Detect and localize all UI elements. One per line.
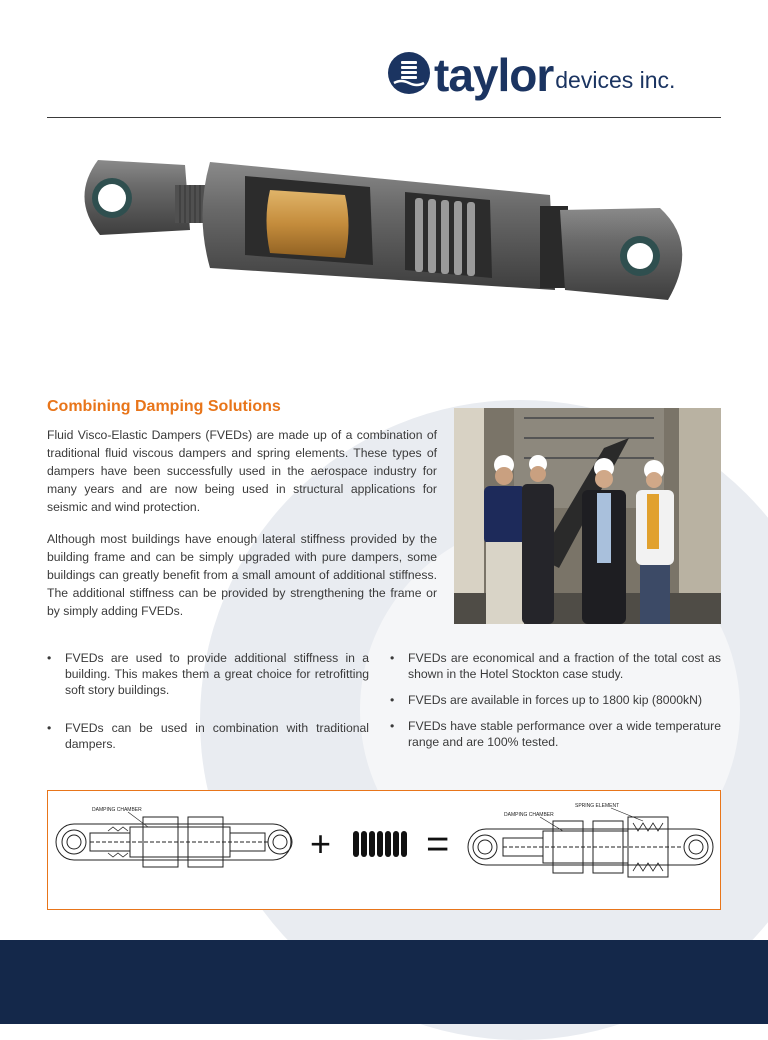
fluid-damper-drawing <box>56 817 292 867</box>
plus-symbol: + <box>310 823 332 864</box>
stiffness-paragraph: Although most buildings have enough lateral stiffness provided by the building frame and can be simply upgraded with pure dampers, some buildings can greatly benefit from a small amount of additional stiffness. The additional stiffness can be provided by strengthening the frame or by simply adding FVEDs. <box>47 532 437 618</box>
list-item: • FVEDs are economical and a fraction of the total cost as shown in the Hotel Stockton case study. <box>390 650 721 682</box>
damper-cutaway-image <box>60 140 710 320</box>
left-chamber-label: DAMPING CHAMBER <box>92 807 142 813</box>
logo-wordmark: taylor <box>434 49 554 101</box>
intro-paragraph: Fluid Visco-Elastic Dampers (FVEDs) are made up of a combination of traditional fluid viscous dampers and spring elements. These types of dampers have been successfully used in the aerospace industry for many years and are now being used in structural applications for seismic and wind protection. <box>47 428 437 514</box>
list-item: • FVEDs can be used in combination with traditional dampers. <box>47 720 369 752</box>
company-logo <box>388 48 676 101</box>
benefits-list-right <box>390 650 721 760</box>
spring-icon <box>353 831 407 857</box>
list-item: • FVEDs have stable performance over a wide temperature range and are 100% tested. <box>390 718 721 750</box>
damper-equation-diagram <box>47 790 721 910</box>
fved-drawing <box>468 817 713 877</box>
right-chamber-label: DAMPING CHAMBER <box>504 812 554 818</box>
logo-spring-icon <box>388 52 430 94</box>
benefits-list-left <box>47 650 369 752</box>
list-item: • FVEDs are available in forces up to 1800 kip (8000kN) <box>390 692 721 708</box>
team-photo <box>454 408 721 624</box>
spring-element-label: SPRING ELEMENT <box>575 803 620 809</box>
header-divider <box>47 117 721 118</box>
logo-suffix: devices inc. <box>555 67 676 93</box>
equals-symbol: = <box>426 822 450 866</box>
section-title: Combining Damping Solutions <box>47 398 281 415</box>
list-item: • FVEDs are used to provide additional stiffness in a building. This makes them a great choice for retrofitting soft story buildings. <box>47 650 369 698</box>
footer-band <box>0 940 768 1024</box>
